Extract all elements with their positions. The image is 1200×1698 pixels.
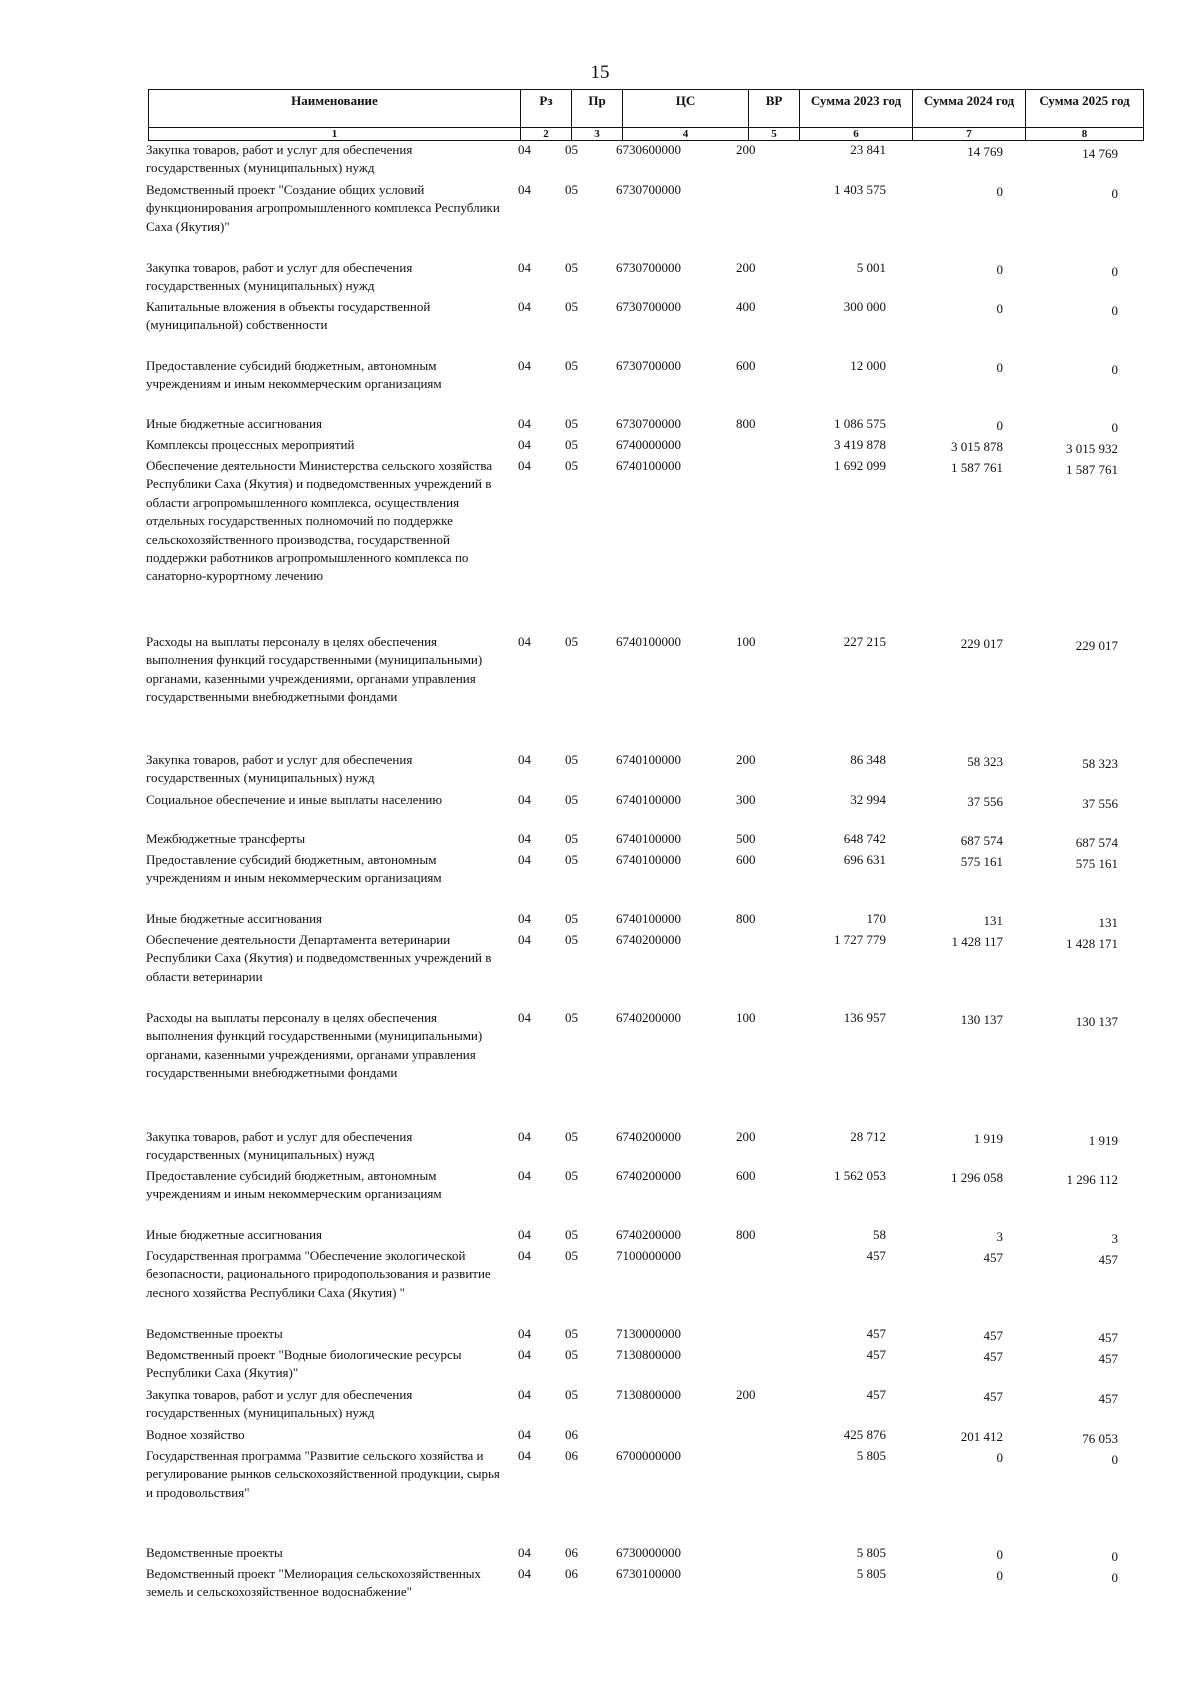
row-sum-2023: 5 001 <box>856 260 886 275</box>
row-sum-2023: 457 <box>866 1248 886 1263</box>
row-sum-2024: 0 <box>996 360 1003 375</box>
row-rz: 04 <box>518 831 531 846</box>
row-sum-2025: 131 <box>1098 915 1118 930</box>
row-pr: 06 <box>565 1427 578 1442</box>
row-cs: 7130000000 <box>616 1326 681 1341</box>
row-pr: 05 <box>565 831 578 846</box>
header-number: 4 <box>623 128 749 141</box>
row-vr: 600 <box>736 358 756 373</box>
row-cs: 6740200000 <box>616 1168 681 1183</box>
row-sum-2024: 3 <box>996 1229 1003 1244</box>
row-vr: 200 <box>736 1387 756 1402</box>
row-sum-2024: 0 <box>996 184 1003 199</box>
row-sum-2025: 14 769 <box>1082 146 1118 161</box>
row-rz: 04 <box>518 1168 531 1183</box>
row-sum-2025: 457 <box>1098 1252 1118 1267</box>
row-vr: 600 <box>736 852 756 867</box>
row-rz: 04 <box>518 634 531 649</box>
row-sum-2024: 457 <box>983 1328 1003 1343</box>
row-rz: 04 <box>518 1248 531 1263</box>
row-name: Закупка товаров, работ и услуг для обеспечения государственных (муниципальных) нужд <box>146 1129 413 1163</box>
row-sum-2024: 457 <box>983 1349 1003 1364</box>
row-name: Водное хозяйство <box>146 1427 245 1442</box>
row-name: Капитальные вложения в объекты государственной (муниципальной) собственности <box>146 299 431 333</box>
row-cs: 6730700000 <box>616 416 681 431</box>
row-pr: 05 <box>565 911 578 926</box>
row-sum-2024: 1 296 058 <box>951 1170 1003 1185</box>
row-sum-2024: 229 017 <box>960 636 1003 651</box>
header-sum-2023: Сумма 2023 год <box>800 90 913 128</box>
row-cs: 6730000000 <box>616 1545 681 1560</box>
row-sum-2025: 130 137 <box>1075 1014 1118 1029</box>
row-sum-2025: 0 <box>1111 1549 1118 1564</box>
row-rz: 04 <box>518 932 531 947</box>
row-pr: 05 <box>565 260 578 275</box>
row-sum-2023: 457 <box>866 1347 886 1362</box>
row-name: Обеспечение деятельности Департамента ветеринарии Республики Саха (Якутия) и подведомственных учреждений в области ветеринарии <box>146 932 492 984</box>
row-rz: 04 <box>518 299 531 314</box>
row-name: Предоставление субсидий бюджетным, автономным учреждениям и иным некоммерческим организациям <box>146 852 442 886</box>
row-cs: 6730100000 <box>616 1566 681 1581</box>
row-pr: 05 <box>565 458 578 473</box>
row-cs: 7100000000 <box>616 1248 681 1263</box>
row-rz: 04 <box>518 852 531 867</box>
row-cs: 6700000000 <box>616 1448 681 1463</box>
row-cs: 7130800000 <box>616 1347 681 1362</box>
row-cs: 6740100000 <box>616 634 681 649</box>
row-sum-2024: 1 919 <box>973 1131 1003 1146</box>
row-name: Иные бюджетные ассигнования <box>146 416 323 431</box>
row-pr: 05 <box>565 1010 578 1025</box>
row-pr: 05 <box>565 1248 578 1263</box>
row-sum-2025: 457 <box>1098 1330 1118 1345</box>
row-sum-2023: 300 000 <box>843 299 886 314</box>
row-name: Иные бюджетные ассигнования <box>146 911 323 926</box>
row-sum-2024: 0 <box>996 418 1003 433</box>
row-rz: 04 <box>518 1387 531 1402</box>
header-sum-2024: Сумма 2024 год <box>913 90 1026 128</box>
row-sum-2025: 1 296 112 <box>1066 1172 1118 1187</box>
row-rz: 04 <box>518 1227 531 1242</box>
row-name: Государственная программа "Обеспечение экологической безопасности, рационального природопользования и развитие лесного хозяйства Республики Саха (Якутия) " <box>146 1248 491 1300</box>
row-vr: 200 <box>736 142 756 157</box>
row-pr: 05 <box>565 142 578 157</box>
row-name: Иные бюджетные ассигнования <box>146 1227 323 1242</box>
header-number: 6 <box>800 128 913 141</box>
row-rz: 04 <box>518 1347 531 1362</box>
row-name: Социальное обеспечение и иные выплаты населению <box>146 792 443 807</box>
row-rz: 04 <box>518 1448 531 1463</box>
row-sum-2024: 0 <box>996 1568 1003 1583</box>
header-sum-2025: Сумма 2025 год <box>1026 90 1144 128</box>
row-sum-2023: 32 994 <box>850 792 886 807</box>
row-sum-2024: 1 587 761 <box>951 460 1003 475</box>
row-vr: 200 <box>736 752 756 767</box>
row-sum-2025: 0 <box>1111 303 1118 318</box>
row-vr: 800 <box>736 416 756 431</box>
row-rz: 04 <box>518 752 531 767</box>
row-rz: 04 <box>518 1427 531 1442</box>
header-rz: Рз <box>521 90 572 128</box>
row-sum-2025: 3 015 932 <box>1066 441 1118 456</box>
row-cs: 6740100000 <box>616 792 681 807</box>
header-name: Наименование <box>149 90 521 128</box>
row-sum-2024: 1 428 117 <box>951 934 1003 949</box>
row-sum-2024: 575 161 <box>960 854 1003 869</box>
header-number: 7 <box>913 128 1026 141</box>
row-sum-2025: 1 919 <box>1088 1133 1118 1148</box>
row-name: Ведомственные проекты <box>146 1326 283 1341</box>
row-pr: 06 <box>565 1545 578 1560</box>
header-number: 3 <box>572 128 623 141</box>
row-pr: 05 <box>565 792 578 807</box>
row-cs: 6740200000 <box>616 1010 681 1025</box>
row-name: Ведомственный проект "Мелиорация сельскохозяйственных земель и сельскохозяйственное водоснабжение" <box>146 1566 482 1600</box>
row-name: Расходы на выплаты персоналу в целях обеспечения выполнения функций государственными (муниципальными) органами, казенными учреждениями, органами управления государственными внебюджетными фондами <box>146 1010 483 1081</box>
row-pr: 05 <box>565 437 578 452</box>
row-rz: 04 <box>518 792 531 807</box>
row-sum-2024: 3 015 878 <box>951 439 1003 454</box>
row-sum-2023: 227 215 <box>843 634 886 649</box>
row-name: Межбюджетные трансферты <box>146 831 306 846</box>
row-rz: 04 <box>518 911 531 926</box>
row-name: Ведомственные проекты <box>146 1545 283 1560</box>
row-name: Предоставление субсидий бюджетным, автономным учреждениям и иным некоммерческим организациям <box>146 358 442 392</box>
row-cs: 6730700000 <box>616 299 681 314</box>
row-sum-2025: 0 <box>1111 362 1118 377</box>
row-sum-2023: 170 <box>866 911 886 926</box>
row-sum-2023: 1 727 779 <box>834 932 886 947</box>
row-pr: 06 <box>565 1566 578 1581</box>
row-pr: 06 <box>565 1448 578 1463</box>
row-vr: 800 <box>736 911 756 926</box>
row-cs: 6740100000 <box>616 458 681 473</box>
row-sum-2023: 5 805 <box>856 1545 886 1560</box>
row-cs: 6740200000 <box>616 932 681 947</box>
row-sum-2024: 0 <box>996 1450 1003 1465</box>
row-pr: 05 <box>565 852 578 867</box>
row-rz: 04 <box>518 1566 531 1581</box>
row-sum-2023: 425 876 <box>843 1427 886 1442</box>
row-sum-2024: 130 137 <box>960 1012 1003 1027</box>
row-rz: 04 <box>518 1545 531 1560</box>
row-sum-2024: 14 769 <box>967 144 1003 159</box>
row-sum-2023: 23 841 <box>850 142 886 157</box>
row-cs: 6740100000 <box>616 752 681 767</box>
row-sum-2024: 687 574 <box>960 833 1003 848</box>
row-vr: 200 <box>736 260 756 275</box>
row-pr: 05 <box>565 358 578 373</box>
row-cs: 6730700000 <box>616 358 681 373</box>
row-sum-2023: 3 419 878 <box>834 437 886 452</box>
row-vr: 100 <box>736 1010 756 1025</box>
header-vr: ВР <box>749 90 800 128</box>
row-sum-2024: 0 <box>996 301 1003 316</box>
row-sum-2024: 457 <box>983 1389 1003 1404</box>
row-sum-2025: 229 017 <box>1075 638 1118 653</box>
row-vr: 800 <box>736 1227 756 1242</box>
row-sum-2025: 0 <box>1111 264 1118 279</box>
row-vr: 200 <box>736 1129 756 1144</box>
row-sum-2025: 0 <box>1111 1452 1118 1467</box>
row-sum-2023: 28 712 <box>850 1129 886 1144</box>
row-sum-2025: 687 574 <box>1075 835 1118 850</box>
header-number: 1 <box>149 128 521 141</box>
row-name: Закупка товаров, работ и услуг для обеспечения государственных (муниципальных) нужд <box>146 1387 413 1421</box>
row-name: Обеспечение деятельности Министерства сельского хозяйства Республики Саха (Якутия) и подведомственных учреждений в области агропромышленного комплекса, осуществления отдельных государственных полномочий по поддержке сельскохозяйственного производства, государственной поддержки работников агропромышленного комплекса по санаторно-курортному лечению <box>146 458 493 584</box>
row-cs: 6740100000 <box>616 852 681 867</box>
row-rz: 04 <box>518 437 531 452</box>
row-name: Закупка товаров, работ и услуг для обеспечения государственных (муниципальных) нужд <box>146 752 413 786</box>
row-rz: 04 <box>518 1129 531 1144</box>
row-sum-2023: 648 742 <box>843 831 886 846</box>
row-pr: 05 <box>565 932 578 947</box>
header-pr: Пр <box>572 90 623 128</box>
row-sum-2025: 0 <box>1111 420 1118 435</box>
row-vr: 400 <box>736 299 756 314</box>
row-name: Закупка товаров, работ и услуг для обеспечения государственных (муниципальных) нужд <box>146 260 413 294</box>
row-rz: 04 <box>518 260 531 275</box>
row-rz: 04 <box>518 1010 531 1025</box>
row-name: Закупка товаров, работ и услуг для обеспечения государственных (муниципальных) нужд <box>146 142 413 176</box>
row-pr: 05 <box>565 634 578 649</box>
row-rz: 04 <box>518 142 531 157</box>
row-sum-2023: 1 403 575 <box>834 182 886 197</box>
row-sum-2024: 131 <box>983 913 1003 928</box>
row-sum-2023: 1 562 053 <box>834 1168 886 1183</box>
row-cs: 7130800000 <box>616 1387 681 1402</box>
header-number: 8 <box>1026 128 1144 141</box>
header-number: 2 <box>521 128 572 141</box>
header-cs: ЦС <box>623 90 749 128</box>
row-pr: 05 <box>565 752 578 767</box>
row-cs: 6730700000 <box>616 182 681 197</box>
row-sum-2025: 58 323 <box>1082 756 1118 771</box>
row-sum-2025: 3 <box>1111 1231 1118 1246</box>
row-sum-2023: 457 <box>866 1326 886 1341</box>
row-cs: 6740200000 <box>616 1129 681 1144</box>
row-cs: 6740100000 <box>616 911 681 926</box>
row-pr: 05 <box>565 416 578 431</box>
row-sum-2025: 1 428 171 <box>1066 936 1118 951</box>
row-sum-2023: 5 805 <box>856 1448 886 1463</box>
row-sum-2023: 12 000 <box>850 358 886 373</box>
page-number: 15 <box>590 62 610 83</box>
row-name: Государственная программа "Развитие сельского хозяйства и регулирование рынков сельскохозяйственной продукции, сырья и продовольствия" <box>146 1448 500 1500</box>
row-sum-2023: 58 <box>873 1227 886 1242</box>
row-sum-2023: 1 692 099 <box>834 458 886 473</box>
row-pr: 05 <box>565 1129 578 1144</box>
row-rz: 04 <box>518 358 531 373</box>
row-name: Ведомственный проект "Создание общих условий функционирования агропромышленного комплекса Республики Саха (Якутия)" <box>146 182 500 234</box>
row-cs: 6740100000 <box>616 831 681 846</box>
row-sum-2023: 696 631 <box>843 852 886 867</box>
row-vr: 300 <box>736 792 756 807</box>
row-rz: 04 <box>518 416 531 431</box>
row-sum-2023: 136 957 <box>843 1010 886 1025</box>
row-sum-2024: 58 323 <box>967 754 1003 769</box>
row-sum-2024: 201 412 <box>960 1429 1003 1444</box>
row-sum-2025: 37 556 <box>1082 796 1118 811</box>
row-sum-2025: 0 <box>1111 1570 1118 1585</box>
row-vr: 100 <box>736 634 756 649</box>
row-sum-2023: 86 348 <box>850 752 886 767</box>
row-sum-2025: 1 587 761 <box>1066 462 1118 477</box>
row-pr: 05 <box>565 182 578 197</box>
row-rz: 04 <box>518 1326 531 1341</box>
row-cs: 6740200000 <box>616 1227 681 1242</box>
row-pr: 05 <box>565 1227 578 1242</box>
row-name: Расходы на выплаты персоналу в целях обеспечения выполнения функций государственными (муниципальными) органами, казенными учреждениями, органами управления государственными внебюджетными фондами <box>146 634 483 705</box>
row-sum-2025: 0 <box>1111 186 1118 201</box>
row-rz: 04 <box>518 182 531 197</box>
row-name: Комплексы процессных мероприятий <box>146 437 355 452</box>
row-sum-2025: 457 <box>1098 1351 1118 1366</box>
row-sum-2024: 0 <box>996 262 1003 277</box>
row-vr: 600 <box>736 1168 756 1183</box>
row-rz: 04 <box>518 458 531 473</box>
row-name: Ведомственный проект "Водные биологические ресурсы Республики Саха (Якутия)" <box>146 1347 462 1381</box>
row-pr: 05 <box>565 1387 578 1402</box>
row-cs: 6740000000 <box>616 437 681 452</box>
row-sum-2025: 575 161 <box>1075 856 1118 871</box>
row-pr: 05 <box>565 299 578 314</box>
row-sum-2023: 457 <box>866 1387 886 1402</box>
row-sum-2023: 5 805 <box>856 1566 886 1581</box>
row-sum-2024: 37 556 <box>967 794 1003 809</box>
row-cs: 6730700000 <box>616 260 681 275</box>
row-sum-2024: 457 <box>983 1250 1003 1265</box>
row-sum-2025: 457 <box>1098 1391 1118 1406</box>
row-name: Предоставление субсидий бюджетным, автономным учреждениям и иным некоммерческим организациям <box>146 1168 442 1202</box>
row-pr: 05 <box>565 1347 578 1362</box>
row-sum-2024: 0 <box>996 1547 1003 1562</box>
row-cs: 6730600000 <box>616 142 681 157</box>
row-sum-2023: 1 086 575 <box>834 416 886 431</box>
row-pr: 05 <box>565 1168 578 1183</box>
row-vr: 500 <box>736 831 756 846</box>
header-number: 5 <box>749 128 800 141</box>
row-pr: 05 <box>565 1326 578 1341</box>
row-sum-2025: 76 053 <box>1082 1431 1118 1446</box>
